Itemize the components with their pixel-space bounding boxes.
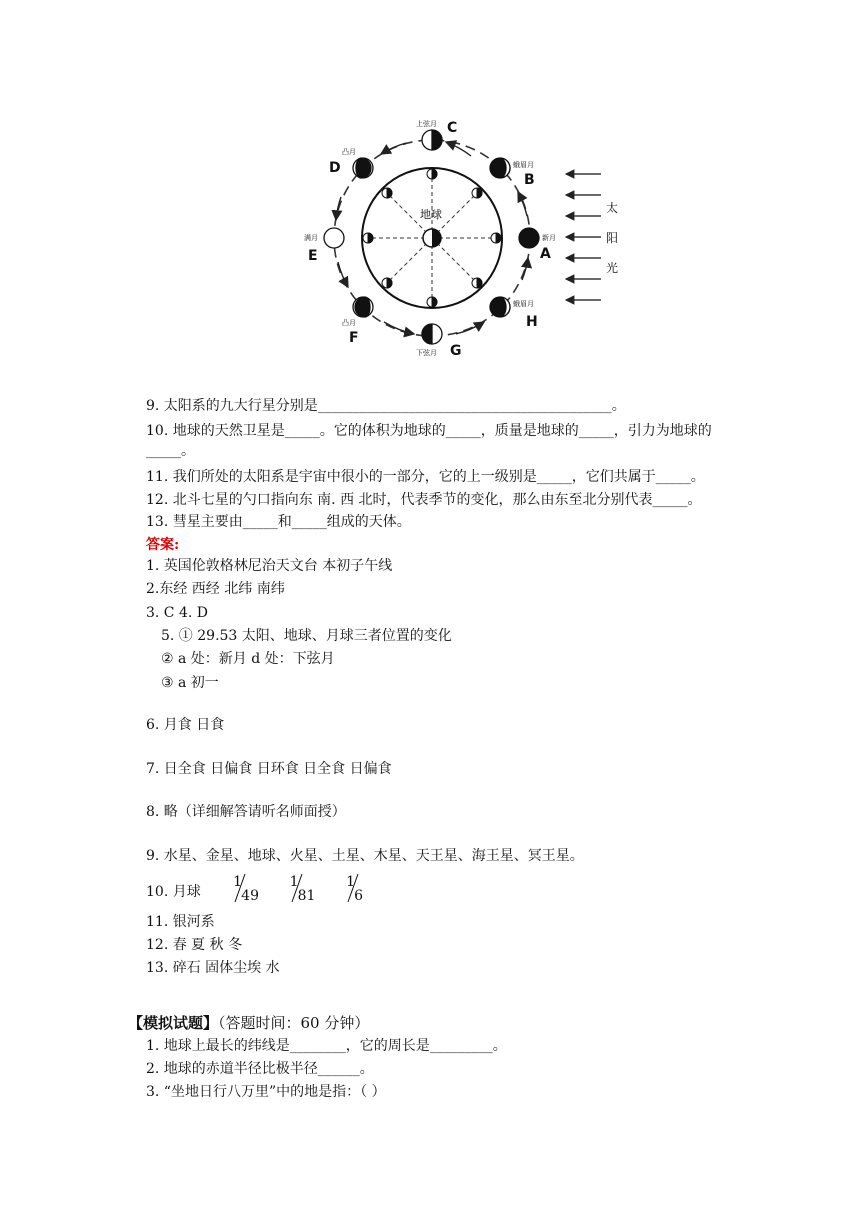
- mock-question-1: 1. 地球上最长的纬线是________，它的周长是_________。: [146, 1038, 507, 1054]
- answer-12: 12. 春 夏 秋 冬: [146, 937, 243, 953]
- moon-a-icon: [519, 228, 539, 248]
- label-f: F: [349, 330, 359, 346]
- fraction-denominator: 6: [354, 888, 363, 904]
- answer-13: 13. 碎石 固体尘埃 水: [146, 960, 280, 976]
- phase-c: 上弦月: [416, 120, 437, 128]
- sunlight-arrows: [566, 174, 601, 300]
- fraction-1-81: [288, 874, 316, 906]
- answers-heading: 答案:: [146, 537, 180, 553]
- fraction-1-6: [344, 874, 370, 906]
- question-10: 10. 地球的天然卫星是_____。它的体积为地球的_____，质量是地球的_____，引力为地球的_____。: [146, 423, 712, 459]
- answer-8: 8. 略（详细解答请听名师面授）: [146, 804, 346, 820]
- answer-3-4: 3. C 4. D: [146, 605, 209, 621]
- answer-11: 11. 银河系: [146, 914, 215, 930]
- label-d: D: [329, 160, 341, 176]
- label-h: H: [526, 314, 538, 330]
- mock-question-3: 3. “坐地日行八万里”中的地是指：（ ）: [146, 1084, 386, 1100]
- phase-g: 下弦月: [416, 349, 437, 357]
- phase-b: 蛾眉月: [513, 161, 534, 169]
- answer-10: [146, 874, 370, 908]
- sun-char-1: 太: [606, 201, 619, 215]
- moon-phase-diagram: [296, 112, 626, 360]
- moon-e-icon: [324, 228, 344, 248]
- mock-test-title: 【模拟试题】: [128, 1014, 219, 1032]
- label-b: B: [524, 172, 535, 188]
- label-g: G: [450, 343, 462, 359]
- answer-7: 7. 日全食 日偏食 日环食 日全食 日偏食: [146, 761, 392, 777]
- fraction-numerator: 1: [346, 874, 355, 890]
- answer-1: 1. 英国伦敦格林尼治天文台 本初子午线: [146, 558, 393, 574]
- phase-h: 蛾眉月: [513, 300, 534, 308]
- fraction-numerator: 1: [233, 874, 243, 890]
- answer-5-3: ③ a 初一: [161, 675, 219, 691]
- answer-10-label: 10. 月球: [146, 884, 201, 900]
- label-e: E: [308, 248, 318, 264]
- sun-char-3: 光: [606, 261, 619, 275]
- label-a: A: [540, 246, 551, 262]
- phase-e: 满月: [304, 234, 318, 242]
- earth-label: 地球: [420, 208, 442, 221]
- mock-test-heading: [128, 1012, 369, 1033]
- fraction-denominator: 81: [297, 888, 316, 904]
- answer-2: 2.东经 西经 北纬 南纬: [146, 581, 285, 597]
- mock-question-2: 2. 地球的赤道半径比极半径______。: [146, 1061, 374, 1077]
- question-9: 9. 太阳系的九大行星分别是__________________________________________。: [146, 398, 626, 414]
- answer-6: 6. 月食 日食: [146, 717, 225, 733]
- phase-f: 凸月: [342, 319, 356, 327]
- question-11: 11. 我们所处的太阳系是宇宙中很小的一部分，它的上一级别是_____，它们共属于_____。: [146, 469, 705, 485]
- fraction-1-49: [231, 874, 259, 906]
- question-13: 13. 彗星主要由_____和_____组成的天体。: [146, 514, 411, 530]
- sun-char-2: 阳: [606, 231, 619, 245]
- answer-5-2: ② a 处：新月 d 处：下弦月: [161, 651, 335, 667]
- fraction-denominator: 49: [241, 888, 259, 904]
- phase-d: 凸月: [342, 148, 356, 156]
- label-c: C: [447, 120, 458, 136]
- answer-5-1: 5. ① 29.53 太阳、地球、月球三者位置的变化: [161, 628, 452, 644]
- answer-9: 9. 水星、金星、地球、火星、土星、木星、天王星、海王星、冥王星。: [146, 848, 584, 864]
- moon-phase-svg: [296, 112, 626, 360]
- phase-a: 新月: [542, 234, 556, 242]
- fraction-numerator: 1: [289, 874, 299, 890]
- mock-test-time: （答题时间：60 分钟）: [218, 1014, 370, 1032]
- question-12: 12. 北斗七星的勺口指向东 南. 西 北时，代表季节的变化，那么由东至北分别代表_____。: [146, 492, 702, 508]
